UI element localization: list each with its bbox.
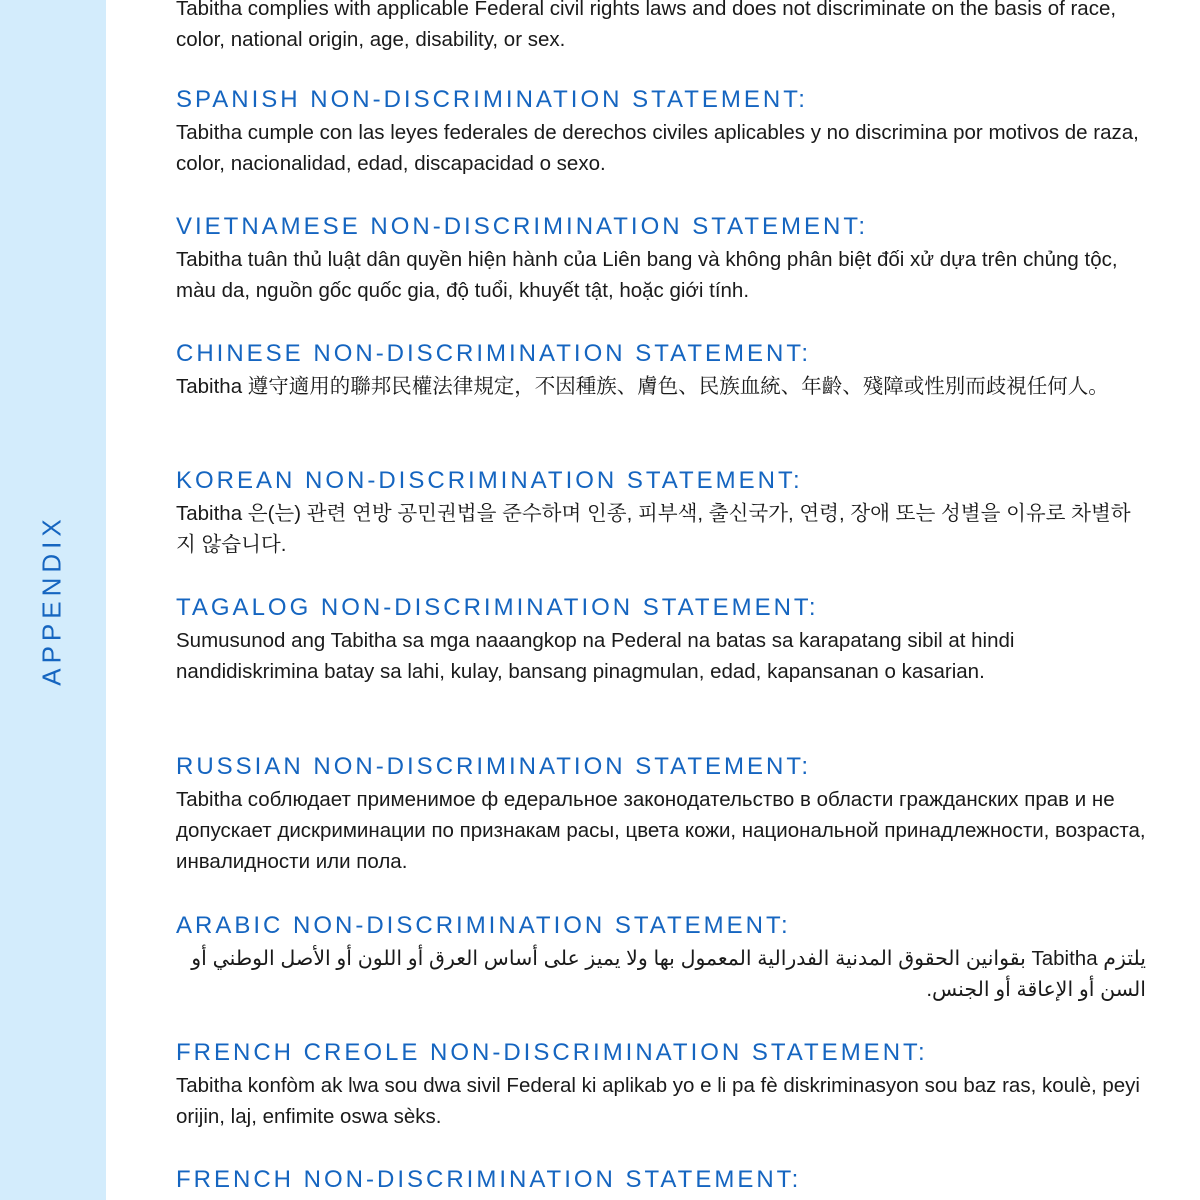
spanish-statement: Tabitha cumple con las leyes federales de derechos civiles aplicables y no discrimina por motivos de raza, color, nacionalidad, edad, discapacidad o sexo. bbox=[176, 121, 1139, 175]
section-russian bbox=[176, 753, 1146, 877]
tagalog-heading: TAGALOG NON-DISCRIMINATION STATEMENT: bbox=[176, 594, 819, 621]
section-french-creole bbox=[176, 1039, 1146, 1132]
intro-statement: Tabitha complies with applicable Federal civil rights laws and does not discriminate on the basis of race, color, national origin, age, disability, or sex. bbox=[176, 0, 1117, 51]
appendix-label: APPENDIX bbox=[36, 514, 67, 686]
vietnamese-statement: Tabitha tuân thủ luật dân quyền hiện hành của Liên bang và không phân biệt đối xử dựa trên chủng tộc, màu da, nguồn gốc quốc gia, độ tuổi, khuyết tật, hoặc giới tính. bbox=[176, 248, 1118, 302]
section-chinese bbox=[176, 340, 1146, 402]
section-tagalog bbox=[176, 594, 1146, 687]
arabic-statement: يلتزم Tabitha بقوانين الحقوق المدنية الفدرالية المعمول بها ولا يميز على أساس العرق أو اللون أو الأصل الوطني أو السن أو الإعاقة أو الجنس. bbox=[191, 947, 1146, 1001]
korean-heading: KOREAN NON-DISCRIMINATION STATEMENT: bbox=[176, 467, 803, 494]
chinese-statement: Tabitha 遵守適用的聯邦民權法律規定，不因種族、膚色、民族血統、年齡、殘障或性別而歧視任何人。 bbox=[176, 375, 1109, 398]
section-french bbox=[176, 1166, 1146, 1194]
arabic-heading: ARABIC NON-DISCRIMINATION STATEMENT: bbox=[176, 912, 791, 939]
french-creole-heading: FRENCH CREOLE NON-DISCRIMINATION STATEMENT: bbox=[176, 1039, 928, 1066]
russian-statement: Tabitha соблюдает применимое ф едеральное законодательство в области гражданских прав и не допускает дискриминации по признакам расы, цвета кожи, национальной принадлежности, возраста, инвалидности или пола. bbox=[176, 788, 1146, 873]
section-arabic bbox=[176, 912, 1146, 1005]
french-heading: FRENCH NON-DISCRIMINATION STATEMENT: bbox=[176, 1166, 802, 1193]
vietnamese-heading: VIETNAMESE NON-DISCRIMINATION STATEMENT: bbox=[176, 213, 869, 240]
appendix-sidebar bbox=[0, 0, 106, 1200]
french-creole-statement: Tabitha konfòm ak lwa sou dwa sivil Federal ki aplikab yo e li pa fè diskriminasyon sou baz ras, koulè, peyi orijin, laj, enfimite oswa sèks. bbox=[176, 1074, 1140, 1128]
russian-heading: RUSSIAN NON-DISCRIMINATION STATEMENT: bbox=[176, 753, 812, 780]
spanish-heading: SPANISH NON-DISCRIMINATION STATEMENT: bbox=[176, 86, 808, 113]
chinese-heading: CHINESE NON-DISCRIMINATION STATEMENT: bbox=[176, 340, 812, 367]
tagalog-statement: Sumusunod ang Tabitha sa mga naaangkop na Pederal na batas sa karapatang sibil at hindi nandidiskrimina batay sa lahi, kulay, bansang pinagmulan, edad, kapansanan o kasarian. bbox=[176, 629, 1015, 683]
korean-statement: Tabitha 은(는) 관련 연방 공민권법을 준수하며 인종, 피부색, 출신국가, 연령, 장애 또는 성별을 이유로 차별하지 않습니다. bbox=[176, 502, 1131, 556]
section-spanish bbox=[176, 86, 1146, 179]
section-vietnamese bbox=[176, 213, 1146, 306]
section-korean bbox=[176, 467, 1146, 560]
statements-content bbox=[176, 0, 1146, 1200]
